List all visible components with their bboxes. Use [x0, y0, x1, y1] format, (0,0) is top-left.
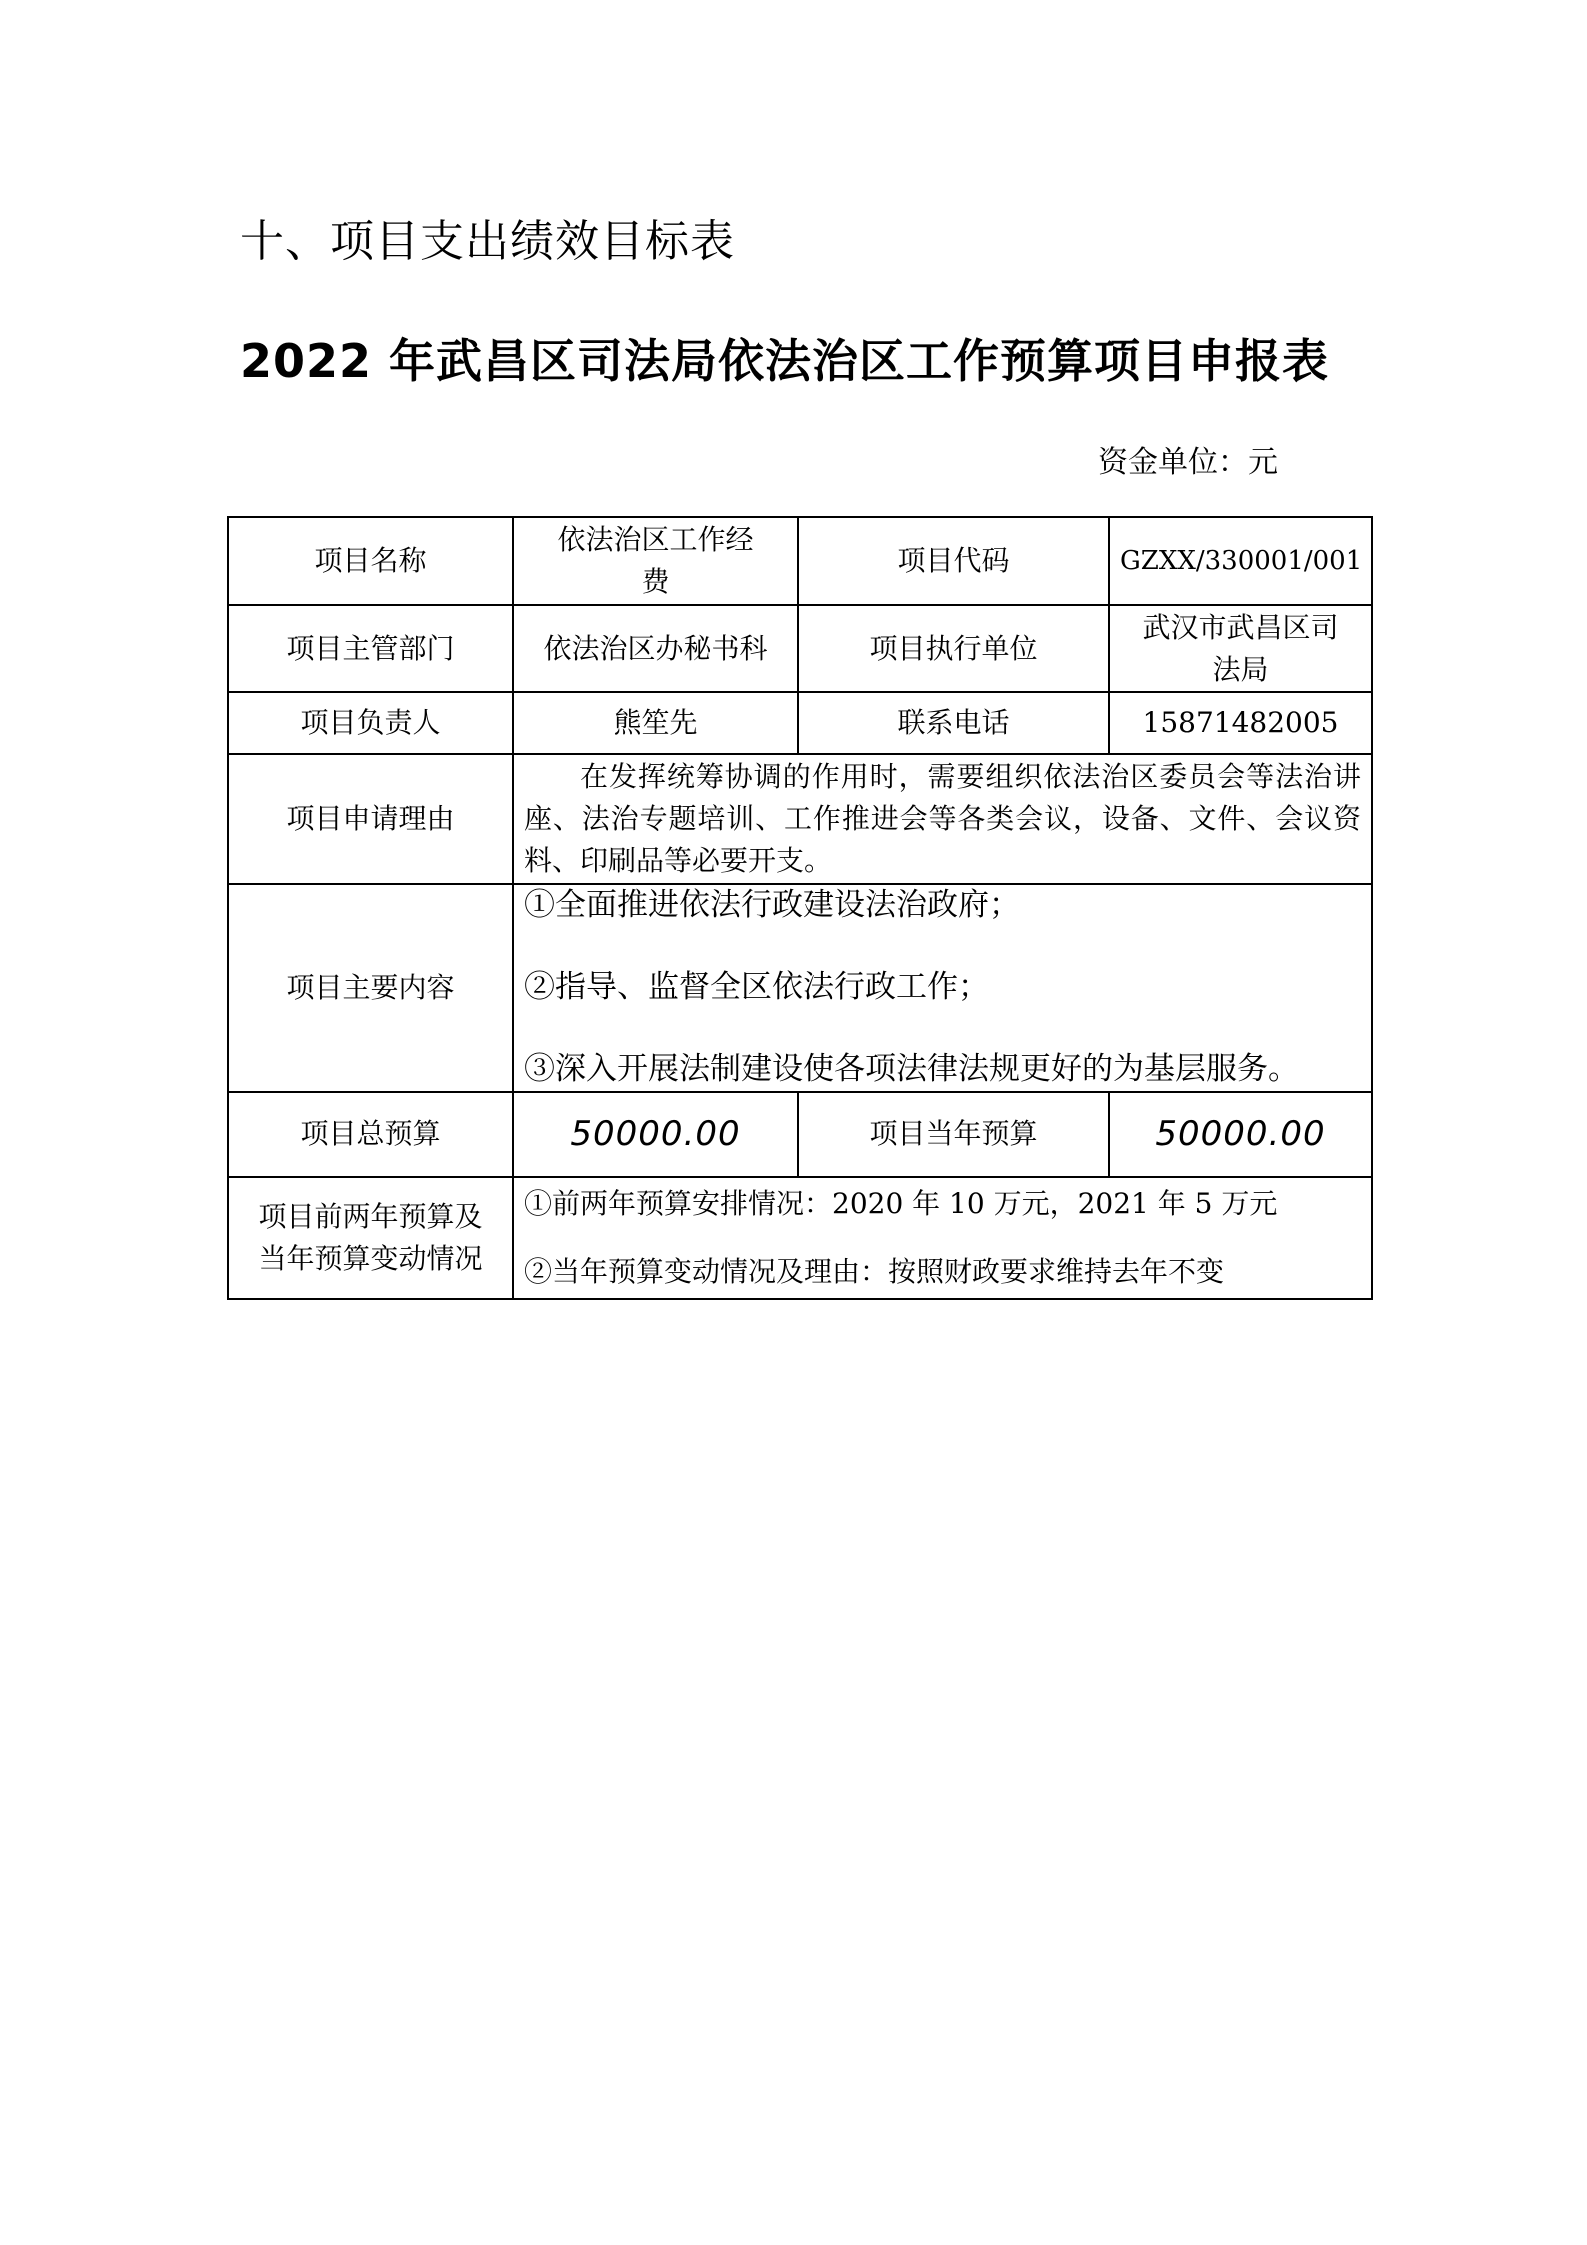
value-application-reason — [513, 754, 1372, 884]
label-contact-phone: 联系电话 — [798, 692, 1109, 754]
value-contact-phone: 15871482005 — [1109, 692, 1372, 754]
label-project-code: 项目代码 — [798, 517, 1109, 605]
row-reason — [228, 754, 1372, 884]
content-item: ①全面推进依法行政建设法治政府； — [524, 887, 1020, 923]
label-executing-unit: 项目执行单位 — [798, 605, 1109, 692]
label-total-budget: 项目总预算 — [228, 1092, 513, 1177]
content-item: ②指导、监督全区依法行政工作； — [524, 968, 989, 1005]
value-executing-unit: 武汉市武昌区司法局 — [1109, 605, 1372, 692]
change-item: ①前两年预算安排情况：2020 年 10 万元，2021 年 5 万元 — [524, 1187, 1278, 1221]
value-current-year-budget: 50000.00 — [1109, 1092, 1372, 1177]
value-project-owner: 熊笙先 — [513, 692, 798, 754]
section-heading: 十、项目支出绩效目标表 — [240, 216, 735, 267]
row-budget-change — [228, 1177, 1372, 1299]
row-department — [228, 605, 1372, 692]
row-budget — [228, 1092, 1372, 1177]
document-title: 2022 年武昌区司法局依法治区工作预算项目申报表 — [240, 334, 1330, 388]
label-application-reason: 项目申请理由 — [228, 754, 513, 884]
row-main-content — [228, 884, 1372, 1092]
value-budget-change — [513, 1177, 1372, 1299]
change-item: ②当年预算变动情况及理由：按照财政要求维持去年不变 — [524, 1254, 1225, 1288]
value-managing-dept: 依法治区办秘书科 — [513, 605, 798, 692]
value-total-budget: 50000.00 — [513, 1092, 798, 1177]
label-managing-dept: 项目主管部门 — [228, 605, 513, 692]
row-project-name — [228, 517, 1372, 605]
value-project-name: 依法治区工作经费 — [513, 517, 798, 605]
currency-unit-note: 资金单位：元 — [1098, 445, 1278, 480]
project-application-table — [227, 516, 1373, 1300]
label-project-name: 项目名称 — [228, 517, 513, 605]
label-project-owner: 项目负责人 — [228, 692, 513, 754]
label-budget-change: 项目前两年预算及当年预算变动情况 — [228, 1177, 513, 1299]
value-project-code: GZXX/330001/001 — [1109, 517, 1372, 605]
label-current-year-budget: 项目当年预算 — [798, 1092, 1109, 1177]
row-owner — [228, 692, 1372, 754]
value-main-content — [513, 884, 1372, 1092]
reason-text: 在发挥统筹协调的作用时，需要组织依法治区委员会等法治讲座、法治专题培训、工作推进会等各类会议，设备、文件、会议资料、印刷品等必要开支。 — [524, 760, 1361, 877]
label-main-content: 项目主要内容 — [228, 884, 513, 1092]
content-item: ③深入开展法制建设使各项法律法规更好的为基层服务。 — [524, 1050, 1299, 1087]
